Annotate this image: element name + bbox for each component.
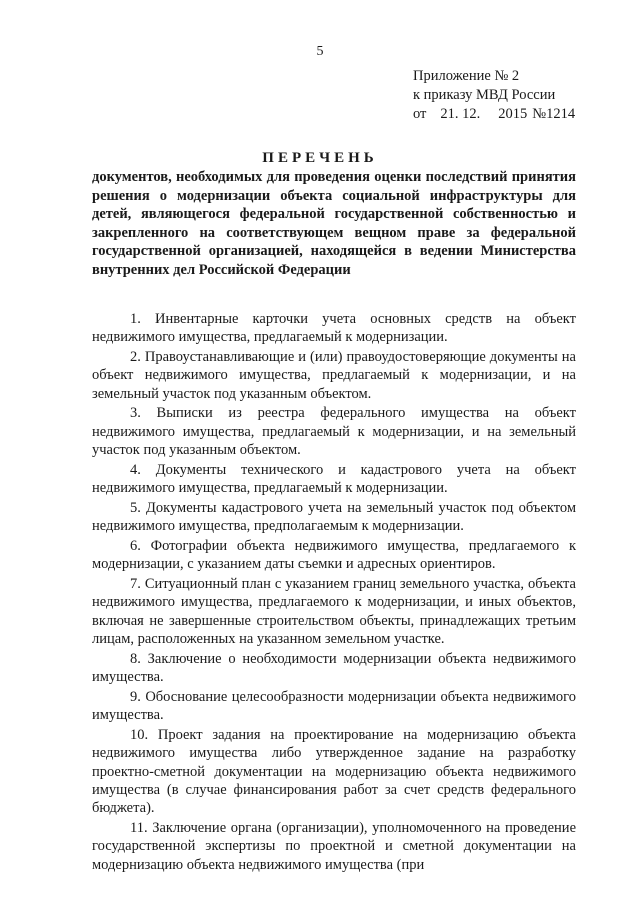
list-item: 7. Ситуационный план с указанием границ земельного участка, объекта недвижимого имущества, предлагаемого к модернизации, и иных объектов, включая не завершенные строительством объекты, принадлежащих третьим лицам, расположенных на указанном земельном участке. xyxy=(92,576,576,648)
document-subtitle: документов, необходимых для проведения оценки последствий принятия решения о модернизации объекта социальной инфраструктуры для детей, являющегося федеральной государственной собственностью и закрепленного на соответствующем вещном праве за федеральной государственной организацией, находящейся в ведении Министерства внутренних дел Российской Федерации xyxy=(92,169,576,278)
list-item: 3. Выписки из реестра федерального имущества на объект недвижимого имущества, предлагаемый к модернизации, и на земельный участок под указанным объектом. xyxy=(92,405,576,459)
list-item: 10. Проект задания на проектирование на модернизацию объекта недвижимого имущества либо утвержденное задание на разработку проектно-сметной документации на модернизацию объекта недвижимого имущества (в случае финансирования работ за счет средств федерального бюджета). xyxy=(92,727,576,817)
date-day: 21. xyxy=(440,106,459,122)
appendix-date-line xyxy=(413,105,628,124)
date-prefix: от xyxy=(413,106,427,122)
appendix-title: Приложение № 2 xyxy=(413,68,520,84)
list-item: 8. Заключение о необходимости модернизации объекта недвижимого имущества. xyxy=(92,650,576,686)
document-title: ПЕРЕЧЕНЬ xyxy=(262,150,378,166)
page-number: 5 xyxy=(316,44,324,59)
list-item: 6. Фотографии объекта недвижимого имущества, предлагаемого к модернизации, с указанием даты съемки и адресных ориентиров. xyxy=(92,538,576,573)
list-item: 5. Документы кадастрового учета на земельный участок под объектом недвижимого имущества, предполагаемым к модернизации. xyxy=(92,499,576,535)
list-item: 4. Документы технического и кадастрового учета на объект недвижимого имущества, предлагаемый к модернизации. xyxy=(92,461,576,497)
list-item: 2. Правоустанавливающие и (или) правоудостоверяющие документы на объект недвижимого имущества, предлагаемый к модернизации, и на земельный участок под указанным объектом. xyxy=(92,349,576,402)
date-month: 12. xyxy=(462,106,481,122)
appendix-order-reference: к приказу МВД России xyxy=(413,87,556,103)
date-year: 2015 xyxy=(498,106,528,122)
list-item: 1. Инвентарные карточки учета основных средств на объект недвижимого имущества, предлагаемый к модернизации. xyxy=(92,311,576,346)
order-number: №1214 xyxy=(532,106,576,122)
appendix-block xyxy=(413,67,628,124)
items-list xyxy=(92,310,576,875)
list-item: 11. Заключение органа (организации), уполномоченного на проведение государственной экспертизы по проектной и сметной документации на модернизацию объекта недвижимого имущества (при xyxy=(92,820,576,873)
list-item: 9. Обоснование целесообразности модернизации объекта недвижимого имущества. xyxy=(92,688,576,724)
